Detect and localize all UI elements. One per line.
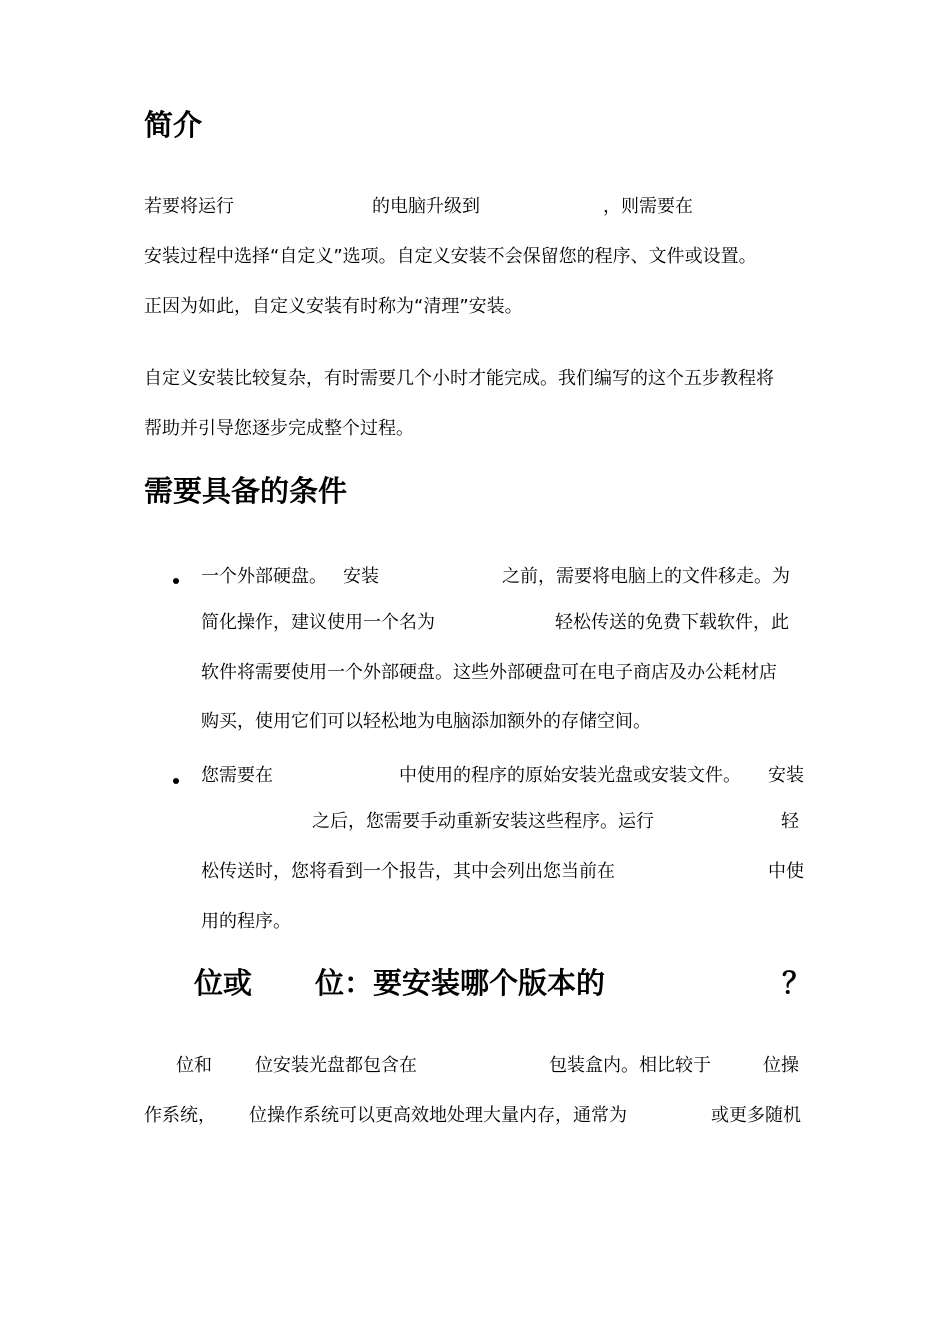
text-fragment: 一个外部硬盘。 (201, 566, 327, 587)
text-fragment: 轻 (781, 811, 799, 832)
bullet-icon (173, 578, 179, 584)
heading-requirements: 需要具备的条件 (144, 474, 348, 508)
text-fragment: 中使 (768, 861, 804, 882)
heading-fragment: 位或 (194, 966, 253, 1000)
text-fragment: 中使用的程序的原始安装光盘或安装文件。 (399, 765, 741, 786)
text-fragment: 或更多随机 (711, 1105, 801, 1126)
text-fragment: 位安装光盘都包含在 (255, 1055, 417, 1076)
text-fragment: 位操 (763, 1055, 799, 1076)
text-fragment: ，则需要在 (603, 196, 693, 217)
text-fragment: 之后，您需要手动重新安装这些程序。运行 (312, 811, 654, 832)
paragraph-line: 帮助并引导您逐步完成整个过程。 (144, 418, 414, 439)
text-fragment: 轻松传送的免费下载软件，此 (555, 612, 789, 633)
list-item-line: 软件将需要使用一个外部硬盘。这些外部硬盘可在电子商店及办公耗材店 (201, 662, 777, 683)
paragraph-line: 安装过程中选择“自定义”选项。自定义安装不会保留您的程序、文件或设置。 (144, 246, 757, 267)
text-fragment: 若要将运行 (144, 196, 234, 217)
text-fragment: 位操作系统可以更高效地处理大量内存，通常为 (249, 1105, 627, 1126)
heading-intro: 简介 (144, 108, 203, 142)
text-fragment: 包装盒内。相比较于 (549, 1055, 711, 1076)
text-fragment: 松传送时，您将看到一个报告，其中会列出您当前在 (201, 861, 615, 882)
text-fragment: 之前，需要将电脑上的文件移走。为 (502, 566, 790, 587)
list-item-line: 购买，使用它们可以轻松地为电脑添加额外的存储空间。 (201, 711, 651, 732)
text-fragment: 安装 (343, 566, 379, 587)
text-fragment: 简化操作，建议使用一个名为 (201, 612, 435, 633)
paragraph-line: 自定义安装比较复杂，有时需要几个小时才能完成。我们编写的这个五步教程将 (144, 368, 774, 389)
text-fragment: 位和 (176, 1055, 212, 1076)
text-fragment: 您需要在 (201, 765, 273, 786)
text-fragment: 的电脑升级到 (372, 196, 480, 217)
text-fragment: 安装 (768, 765, 804, 786)
heading-fragment: 位：要安装哪个版本的 (315, 966, 606, 1000)
text-fragment: 作系统， (144, 1105, 216, 1126)
bullet-icon (173, 778, 179, 784)
list-item-line: 用的程序。 (201, 911, 291, 932)
heading-fragment: ？ (782, 966, 812, 1000)
paragraph-line: 正因为如此，自定义安装有时称为“清理”安装。 (144, 296, 523, 317)
